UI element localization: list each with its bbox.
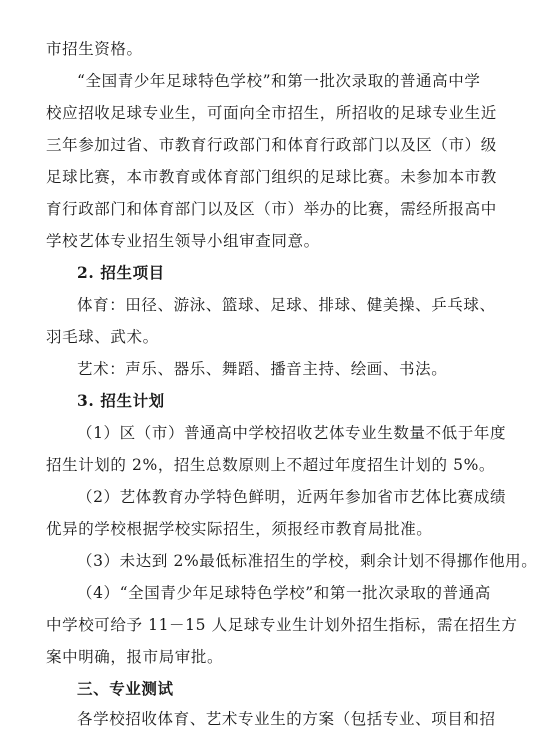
text-line: 招生计划的 2%，招生总数原则上不超过年度招生计划的 5%。 (46, 456, 496, 474)
text-line: 市招生资格。 (46, 40, 143, 58)
text-line: “全国青少年足球特色学校”和第一批次录取的普通高中学 (77, 72, 481, 90)
section-heading: 三、专业测试 (77, 679, 174, 698)
section-heading: 3. 招生计划 (77, 391, 165, 410)
text-line: 体育：田径、游泳、篮球、足球、排球、健美操、乒乓球、 (77, 296, 496, 314)
text-line: 优异的学校根据学校实际招生，须报经市教育局批准。 (46, 520, 433, 538)
text-line: 艺术：声乐、器乐、舞蹈、播音主持、绘画、书法。 (77, 360, 448, 378)
text-line: （2）艺体教育办学特色鲜明，近两年参加省市艺体比赛成绩 (77, 488, 507, 506)
text-line: 育行政部门和体育部门以及区（市）举办的比赛，需经所报高中 (46, 200, 497, 218)
text-line: 足球比赛，本市教育或体育部门组织的足球比赛。未参加本市教 (46, 168, 497, 186)
text-line: 学校艺体专业招生领导小组审查同意。 (46, 232, 320, 250)
text-line: 各学校招收体育、艺术专业生的方案（包括专业、项目和招 (77, 710, 496, 728)
text-line: （4）“全国青少年足球特色学校”和第一批次录取的普通高 (77, 584, 491, 602)
text-line: 羽毛球、武术。 (46, 328, 159, 346)
text-line: 三年参加过省、市教育行政部门和体育行政部门以及区（市）级 (46, 136, 497, 154)
text-line: 中学校可给予 11－15 人足球专业生计划外招生指标，需在招生方 (46, 616, 518, 634)
text-line: 校应招收足球专业生，可面向全市招生，所招收的足球专业生近 (46, 104, 497, 122)
text-line: （1）区（市）普通高中学校招收艺体专业生数量不低于年度 (77, 424, 507, 442)
text-line: 案中明确，报市局审批。 (46, 648, 224, 666)
text-line: （3）未达到 2%最低标准招生的学校，剩余计划不得挪作他用。 (77, 552, 538, 570)
section-heading: 2. 招生项目 (77, 263, 165, 282)
